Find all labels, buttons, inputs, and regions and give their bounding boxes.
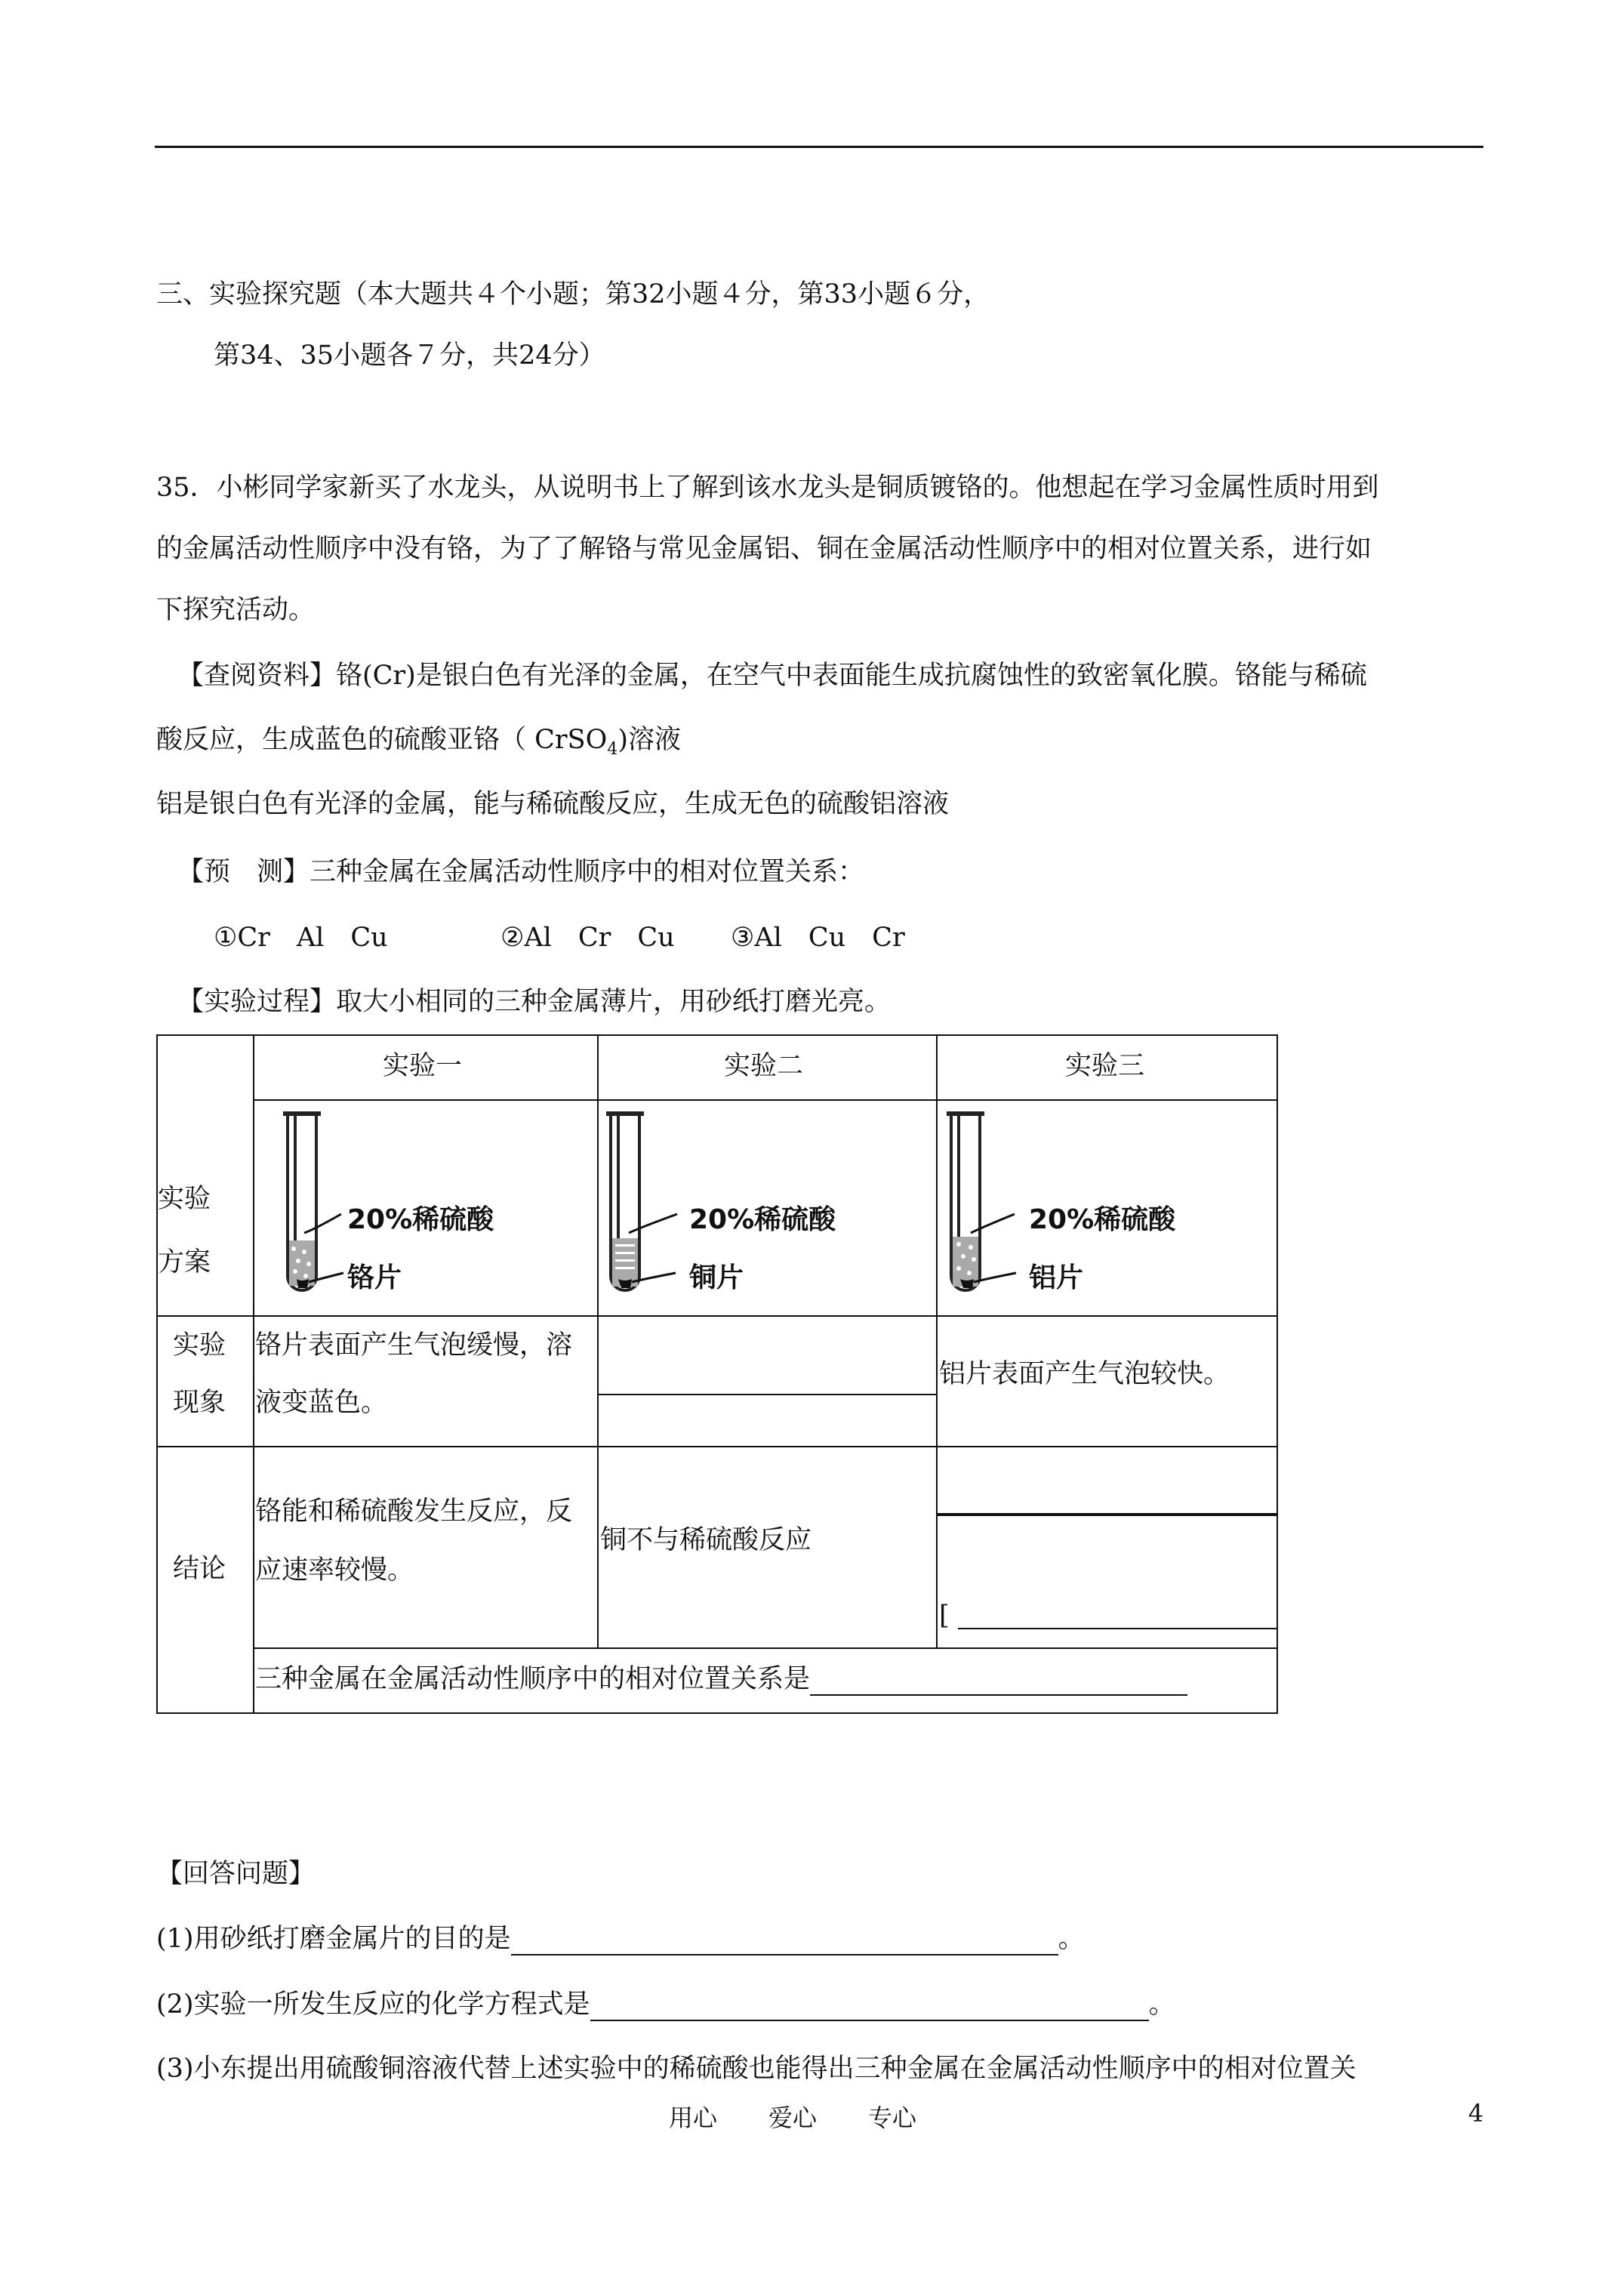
option-3: ③Al Cu Cr [731,923,905,953]
metal-label-cr: 铬片 [347,1262,402,1293]
header-exp2: 实验二 [724,1051,804,1081]
row-phen-label-2: 现象 [173,1388,226,1418]
section-title: 三、实验探究题（本大题共４个小题；第32小题４分，第33小题６分， [156,279,990,310]
conclusion-3-mark: [ [939,1601,950,1631]
footer-item-2: 爱心 [768,2103,818,2132]
info-line-2: 酸反应，生成蓝色的硫酸亚铬（ CrSO$_4$)溶液 [156,725,681,759]
acid-label-1: 20%稀硫酸 [347,1204,494,1235]
question-line-2: 的金属活动性顺序中没有铬，为了了解铬与常见金属铝、铜在金属活动性顺序中的相对位置关系，进行如 [156,534,1372,564]
row-phen-label-1: 实验 [173,1330,226,1361]
acid-label-3: 20%稀硫酸 [1029,1204,1176,1235]
info-line-3: 铝是银白色有光泽的金属，能与稀硫酸反应，生成无色的硫酸铝溶液 [156,789,950,819]
experiment-table [156,1034,1278,1714]
header-exp3: 实验三 [1065,1051,1145,1081]
conclusion-1-line-2: 应速率较慢。 [255,1555,414,1586]
footer-item-1: 用心 [669,2103,718,2132]
answer-q1: (1)用砂纸打磨金属片的目的是 。 [156,1924,1085,1954]
phenomenon-3: 铝片表面产生气泡较快。 [939,1359,1230,1389]
process-line: 【实验过程】取大小相同的三种金属薄片，用砂纸打磨光亮。 [177,987,892,1017]
row-concl-label: 结论 [173,1554,226,1584]
acid-label-2: 20%稀硫酸 [689,1204,836,1235]
metal-label-cu: 铜片 [689,1262,744,1293]
phenomenon-1-line-2: 液变蓝色。 [255,1388,388,1418]
header-exp1: 实验一 [383,1051,463,1081]
answers-heading: 【回答问题】 [156,1859,316,1889]
answer-q2: (2)实验一所发生反应的化学方程式是 。 [156,1989,1175,2020]
metal-label-al: 铝片 [1029,1262,1084,1293]
summary-answer-blank[interactable] [810,1669,1187,1696]
q2-answer-blank[interactable] [590,1994,1149,2021]
info-line-1: 【查阅资料】铬(Cr)是银白色有光泽的金属，在空气中表面能生成抗腐蚀性的致密氧化膜。铬能与稀硫 [177,661,1367,691]
summary-row: 三种金属在金属活动性顺序中的相对位置关系是 [255,1663,1187,1696]
q1-answer-blank[interactable] [511,1928,1058,1955]
footer-item-3: 专心 [868,2103,917,2132]
conclusion-2: 铜不与稀硫酸反应 [600,1525,812,1555]
predict-line: 【预 测】三种金属在金属活动性顺序中的相对位置关系： [177,857,865,887]
answer-q3: (3)小东提出用硫酸铜溶液代替上述实验中的稀硫酸也能得出三种金属在金属活动性顺序中的相对位置关 [156,2054,1357,2084]
header-rule [155,146,1483,148]
conclusion-1-line-1: 铬能和稀硫酸发生反应，反 [255,1496,573,1527]
row-plan-label-2: 方案 [158,1247,211,1277]
question-line-1: 35．小彬同学家新买了水龙头，从说明书上了解到该水龙头是铜质镀铬的。他想起在学习金属性质时用到 [156,473,1379,503]
option-2: ②Al Cr Cu [500,923,675,953]
option-1: ①Cr Al Cu [214,923,388,953]
page-number: 4 [1468,2099,1484,2128]
row-plan-label-1: 实验 [158,1184,211,1214]
phenomenon-1-line-1: 铬片表面产生气泡缓慢，溶 [255,1330,573,1361]
question-line-3: 下探究活动。 [156,595,316,625]
section-subtitle: 第34、35小题各７分，共24分） [214,341,605,371]
